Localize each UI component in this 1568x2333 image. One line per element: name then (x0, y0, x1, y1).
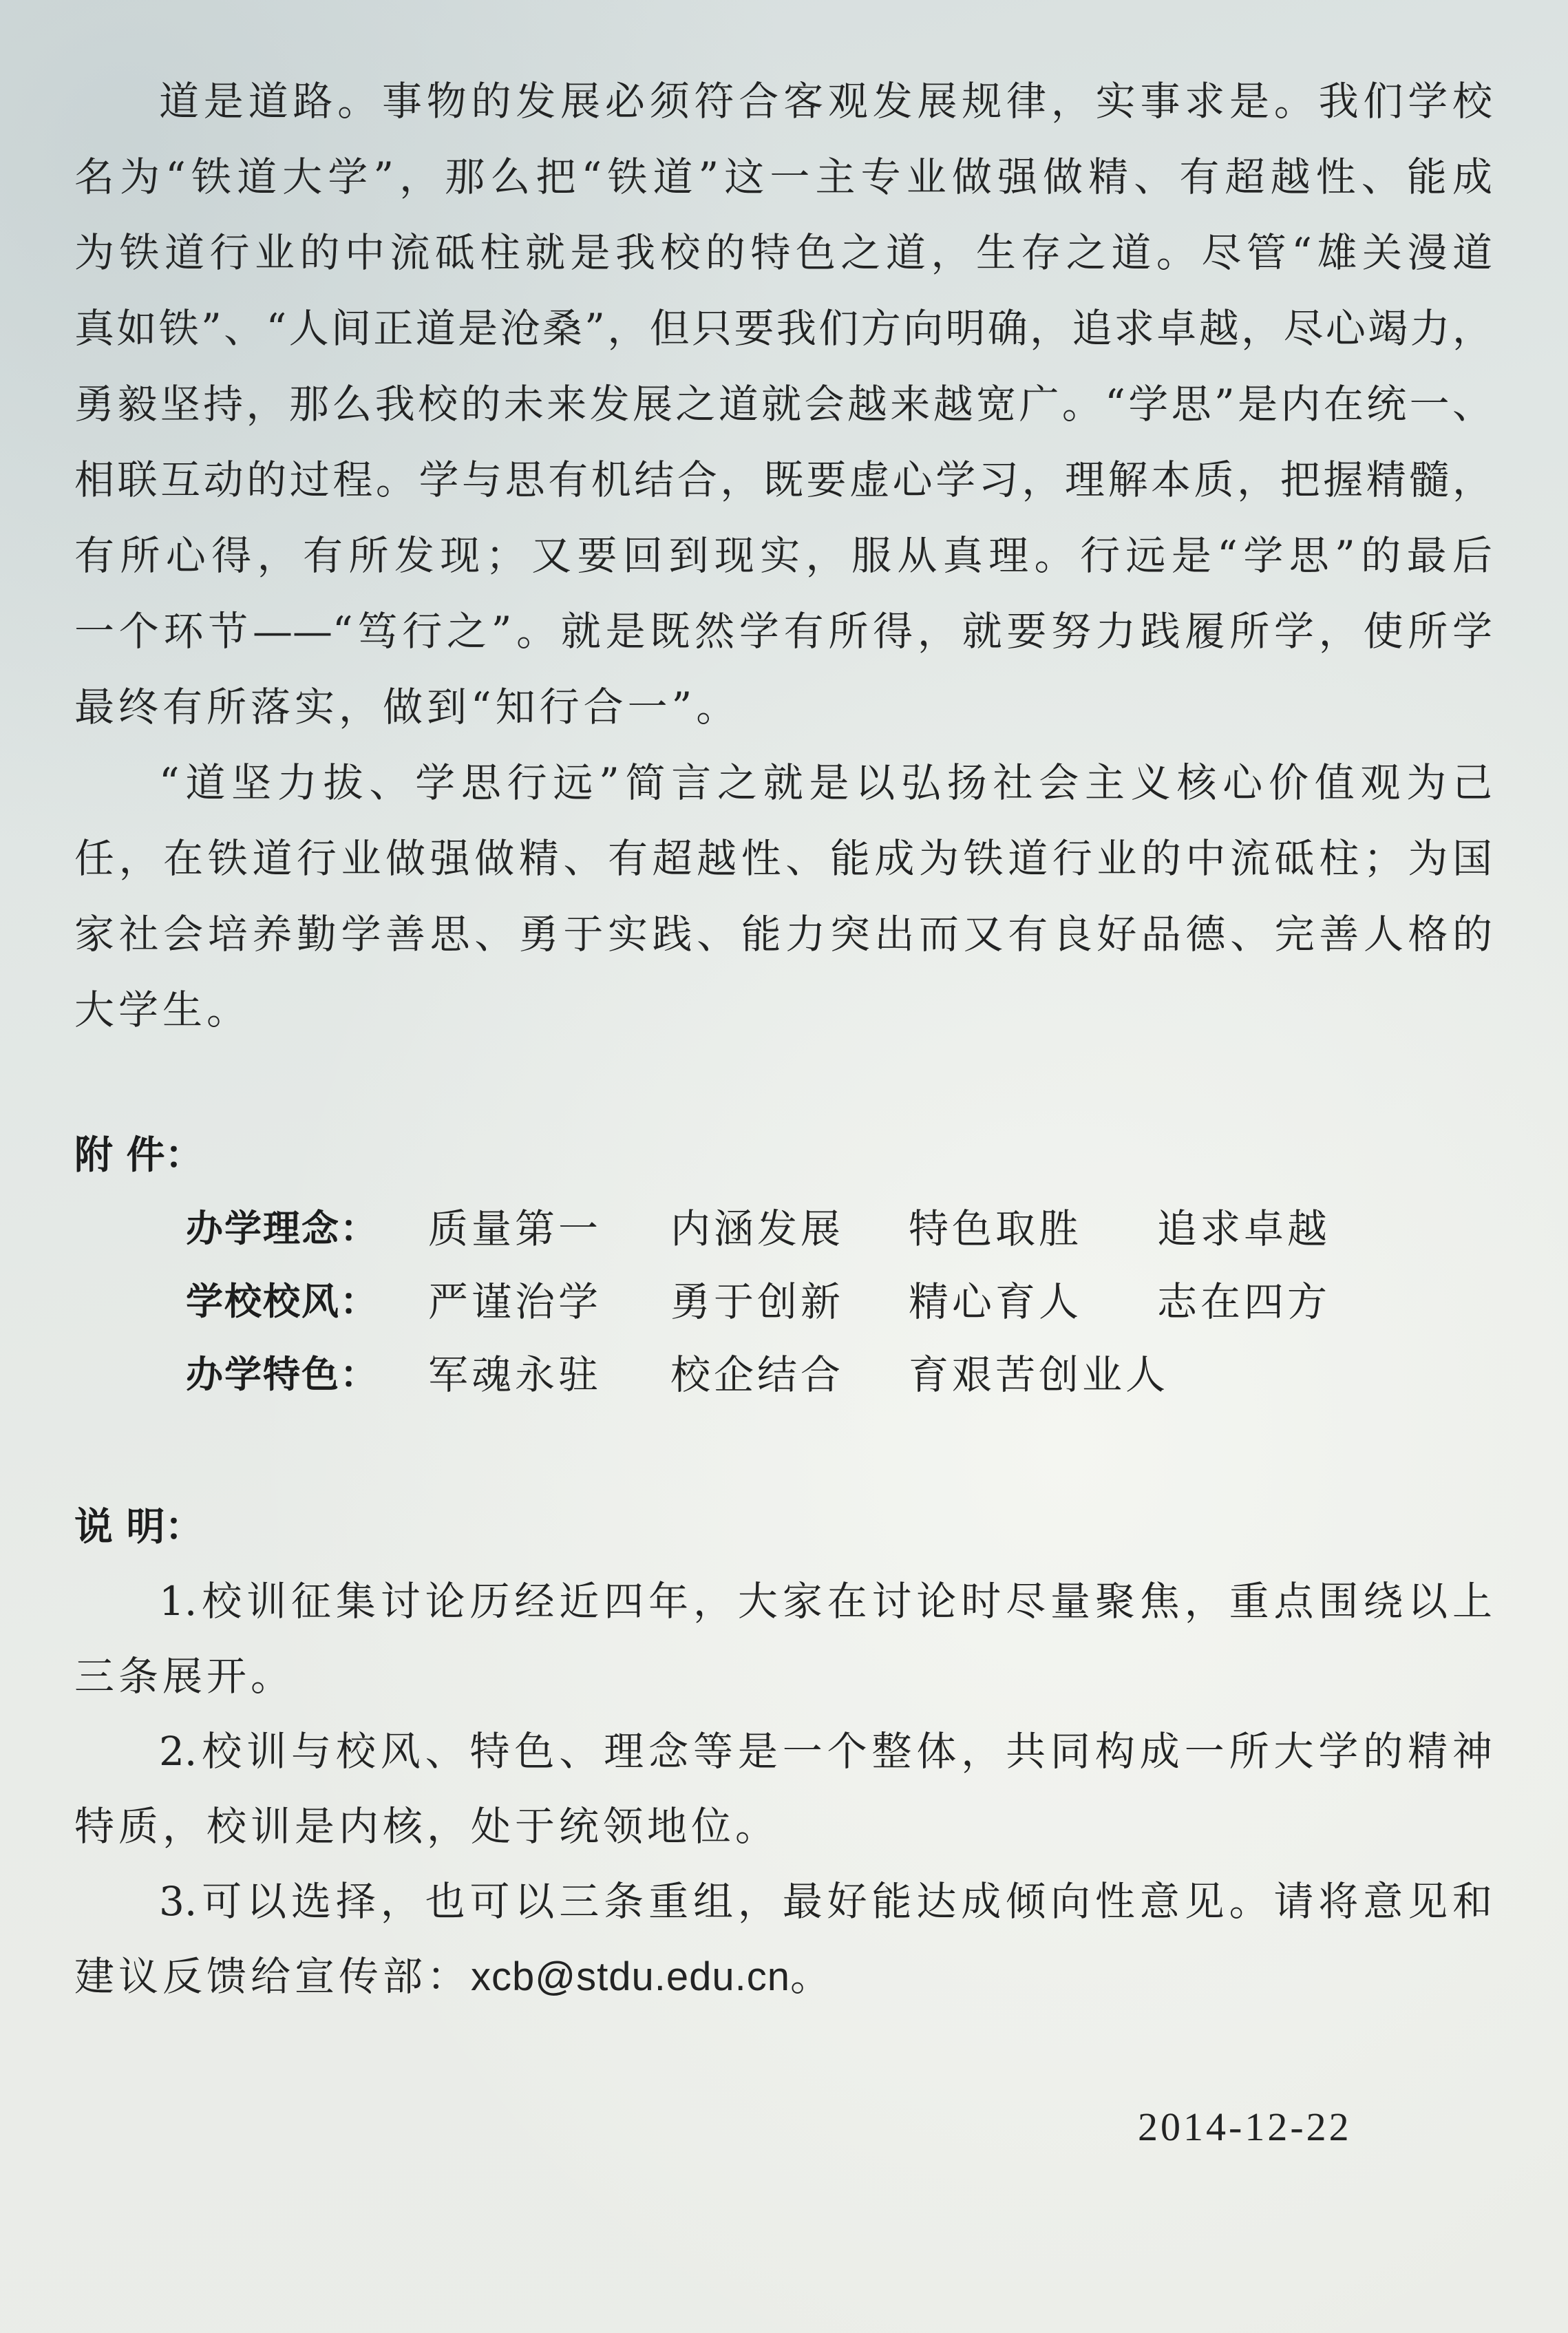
note-line: 三条展开。 (74, 1653, 295, 1700)
paragraph-line: 真如铁”、“人间正道是沧桑”，但只要我们方向明确，追求卓越，尽心竭力， (74, 305, 1492, 352)
note-line: 2.校训与校风、特色、理念等是一个整体，共同构成一所大学的精神 (159, 1728, 1492, 1775)
attachment-row (0, 1264, 1568, 1337)
note-item (74, 1864, 1492, 2014)
note-item (74, 1564, 1492, 1714)
attachment-row (0, 1191, 1568, 1264)
paragraph-line: 名为“铁道大学”，那么把“铁道”这一主专业做强做精、有超越性、能成 (74, 154, 1492, 200)
attachment-item: 军魂永驻 (428, 1351, 602, 1398)
note-item (74, 1714, 1492, 1864)
attachment-item: 育艰苦创业人 (909, 1351, 1169, 1398)
note-line: 特质，校训是内核，处于统领地位。 (74, 1803, 780, 1850)
paragraph-line: 有所心得，有所发现；又要回到现实，服从真理。行远是“学思”的最后 (74, 532, 1492, 579)
attachment-table (0, 1191, 1568, 1410)
attachment-item: 校企结合 (670, 1351, 845, 1398)
paragraph-line: 大学生。 (74, 986, 251, 1033)
paragraph-line: 相联互动的过程。学与思有机结合，既要虚心学习，理解本质，把握精髓， (74, 456, 1492, 503)
attachment-label: 学校校风： (186, 1280, 379, 1323)
note-line (74, 1939, 1492, 2014)
attachment-label: 办学特色： (186, 1353, 379, 1396)
attachment-item: 严谨治学 (428, 1278, 602, 1325)
attachment-item: 追求卓越 (1157, 1205, 1331, 1252)
attachment-row (0, 1337, 1568, 1410)
paragraph-line: 道是道路。事物的发展必须符合客观发展规律，实事求是。我们学校 (159, 78, 1492, 125)
contact-suffix: 。 (790, 1953, 835, 2000)
email-address: xcb@stdu.edu.cn (471, 1954, 791, 1999)
attachment-item: 质量第一 (428, 1205, 602, 1252)
document-body (74, 63, 1492, 1048)
notes-heading: 说 明： (74, 1505, 204, 1550)
attachment-item: 勇于创新 (670, 1278, 845, 1325)
attachment-item: 志在四方 (1157, 1278, 1331, 1325)
note-line: 1.校训征集讨论历经近四年，大家在讨论时尽量聚焦，重点围绕以上 (159, 1578, 1492, 1625)
paragraph-line: 最终有所落实，做到“知行合一”。 (74, 684, 741, 730)
paragraph-line: “道坚力拔、学思行远”简言之就是以弘扬社会主义核心价值观为己 (159, 759, 1492, 806)
notes-list (74, 1564, 1492, 2014)
attachment-item: 特色取胜 (909, 1205, 1083, 1252)
paragraph-line: 勇毅坚持，那么我校的未来发展之道就会越来越宽广。“学思”是内在统一、 (74, 381, 1492, 427)
paragraph-line: 家社会培养勤学善思、勇于实践、能力突出而又有良好品德、完善人格的 (74, 911, 1492, 958)
paragraph-2 (74, 745, 1492, 1048)
attachment-item: 内涵发展 (670, 1205, 845, 1252)
attachment-heading: 附 件： (74, 1133, 204, 1178)
paragraph-line: 任，在铁道行业做强做精、有超越性、能成为铁道行业的中流砥柱；为国 (74, 835, 1492, 882)
attachment-item: 精心育人 (909, 1278, 1083, 1325)
attachment-label: 办学理念： (186, 1207, 379, 1250)
paragraph-1 (74, 63, 1492, 745)
paragraph-line: 为铁道行业的中流砥柱就是我校的特色之道，生存之道。尽管“雄关漫道 (74, 229, 1492, 276)
note-line: 3.可以选择，也可以三条重组，最好能达成倾向性意见。请将意见和 (159, 1878, 1492, 1925)
contact-prefix: 建议反馈给宣传部： (74, 1953, 472, 2000)
paragraph-line: 一个环节——“笃行之”。就是既然学有所得，就要努力践履所学，使所学 (74, 608, 1492, 655)
document-date: 2014-12-22 (1138, 2104, 1352, 2149)
